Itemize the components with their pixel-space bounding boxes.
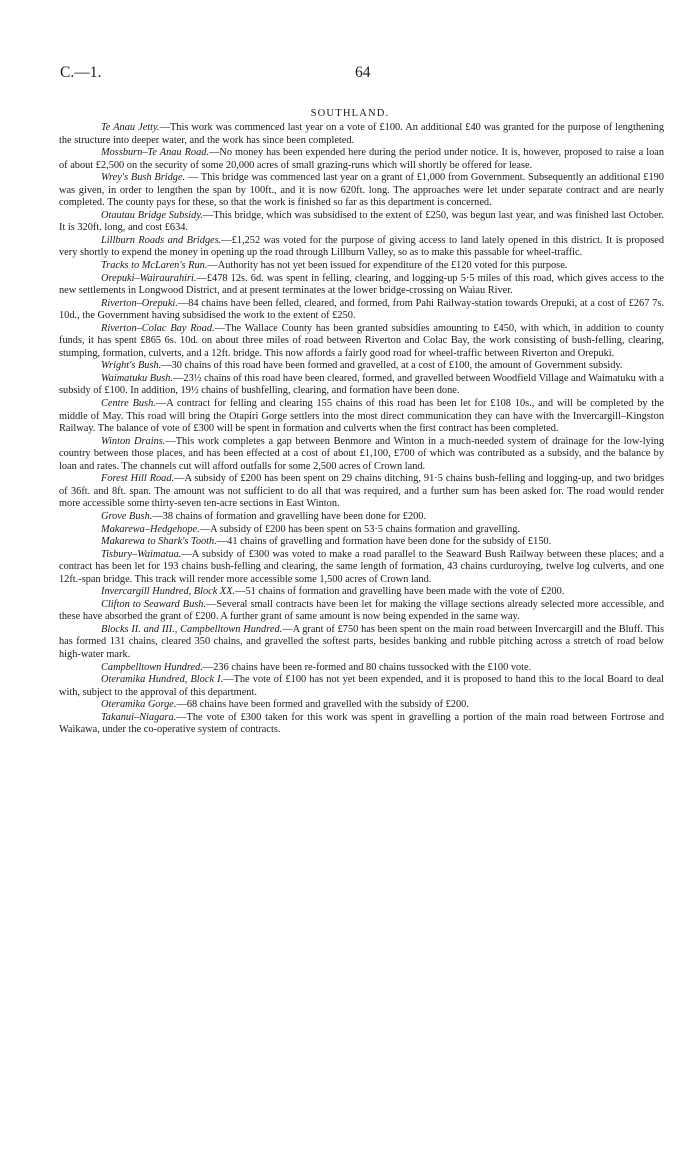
report-paragraph — [59, 210, 664, 235]
report-paragraph — [59, 436, 664, 474]
report-paragraph — [59, 511, 664, 524]
report-paragraph — [59, 549, 664, 587]
report-paragraph — [59, 473, 664, 511]
paragraph-text: —This work was commenced last year on a vote of £100. An additional £40 was granted for the purpose of lengthening the structure into deeper water, and the work has since been completed. — [59, 122, 665, 146]
report-paragraph — [59, 398, 664, 436]
paragraph-text: —38 chains of formation and gravelling have been done for £200. — [152, 510, 427, 522]
report-paragraph — [59, 260, 664, 273]
body-text — [59, 122, 664, 737]
paragraph-text: —41 chains of gravelling and formation have been done for the subsidy of £150. — [216, 536, 552, 548]
paragraph-title: Otautau Bridge Subsidy. — [101, 209, 203, 221]
paragraph-title: Forest Hill Road. — [101, 473, 175, 485]
report-paragraph — [59, 536, 664, 549]
paragraph-title: Tracks to McLaren's Run. — [101, 260, 208, 272]
paragraph-title: Oteramika Gorge. — [101, 699, 177, 711]
paragraph-title: Makarewa–Hedgehope. — [101, 523, 200, 535]
report-paragraph — [59, 662, 664, 675]
paragraph-text: —The Wallace County has been granted subsidies amounting to £450, with which, in addition to county funds, it has spent £865 6s. 10d. on about three miles of road between Riverton and Colac Bay, the work consisting of bush-felling, clearing, stumping, formation, culverts, and a 12ft. bridge. This now affords a fairly good road for wheel-traffic between Riverton and Orepuki. — [59, 322, 664, 359]
report-paragraph — [59, 273, 664, 298]
report-paragraph — [59, 323, 664, 361]
paragraph-title: Tisbury–Waimatua. — [101, 548, 182, 560]
paragraph-title: Riverton–Orepuki. — [101, 297, 178, 309]
report-paragraph — [59, 674, 664, 699]
paragraph-text: —£478 12s. 6d. was spent in felling, clearing, and logging-up 5·5 miles of this road, which gives access to the new settlements in Longwood District, and at present terminates at the lower bridge-crossing on Waiau River. — [59, 272, 664, 297]
paragraph-text: —The vote of £100 has not yet been expended, and it is proposed to hand this to the local Board to deal with, subject to the approval of this department. — [59, 674, 664, 698]
paragraph-text: —30 chains of this road have been formed and gravelled, at a cost of £100, the amount of Government subsidy. — [161, 360, 623, 372]
paragraph-title: Wrey's Bush Bridge. — [101, 172, 186, 184]
paragraph-title: Mossburn–Te Anau Road. — [101, 147, 210, 159]
paragraph-title: Winton Drains. — [101, 435, 166, 447]
paragraph-text: —23½ chains of this road have been cleared, formed, and gravelled between Woodfield Village and Waimatuku with a subsidy of £100. In addition, 19½ chains of bushfelling, clearing, and formation have been done. — [59, 372, 664, 397]
paragraph-text: —A subsidy of £300 was voted to make a road parallel to the Seaward Bush Railway between these places; and a contract has been let for 193 chains bush-felling and clearing, the same length of formation, 43 chains curduroying, twelve log culverts, and one 12ft.-span bridge. This track will render more accessible some 1,500 acres of Crown land. — [59, 548, 664, 585]
paragraph-text: — This bridge was commenced last year on a grant of £1,000 from Government. Subsequently an additional £190 was given, in order to lengthen the span by 100ft., and it is now 620ft. long. The approaches were let under separate contract and are nearly completed. The county pays for these, so that the work is finished so far as this department is concerned. — [59, 172, 664, 209]
paragraph-text: —A grant of £750 has been spent on the main road between Invercargill and the Bluff. This has formed 131 chains, cleared 350 chains, and gravelled the softest parts, besides banking and rubble pitching across a stretch of road below high-water mark. — [59, 623, 664, 660]
report-paragraph — [59, 147, 664, 172]
report-paragraph — [59, 373, 664, 398]
paragraph-text: —236 chains have been re-formed and 80 chains tussocked with the £100 vote. — [202, 661, 532, 673]
paragraph-title: Lillburn Roads and Bridges. — [101, 234, 222, 246]
report-paragraph — [59, 172, 664, 210]
paragraph-title: Riverton–Colac Bay Road. — [101, 322, 215, 334]
paragraph-text: —This bridge, which was subsidised to the extent of £250, was begun last year, and was finished last October. It is 320ft. long, and cost £634. — [59, 209, 664, 234]
report-paragraph — [59, 699, 664, 712]
report-paragraph — [59, 122, 664, 147]
paragraph-title: Clifton to Seaward Bush. — [101, 598, 207, 610]
paragraph-text: —This work completes a gap between Benmore and Winton in a much-needed system of drainage for the low-lying country between those places, and has been effected at a cost of about £1,100, £700 of which was contributed as a subsidy, and the balance by loan and rates. The channels cut will afford outfalls for some 2,500 acres of Crown land. — [59, 435, 664, 472]
paragraph-title: Waimatuku Bush. — [101, 372, 174, 384]
parliamentary-paper-reference: C.—1. — [60, 64, 102, 81]
paragraph-text: —The vote of £300 taken for this work was spent in gravelling a portion of the main road between Fortrose and Waikawa, under the co-operative system of contracts. — [59, 711, 664, 736]
paragraph-text: —51 chains of formation and gravelling have been made with the vote of £200. — [235, 586, 565, 598]
paragraph-title: Te Anau Jetty. — [101, 122, 160, 133]
paragraph-title: Makarewa to Shark's Tooth. — [101, 536, 217, 548]
paragraph-text: —A subsidy of £200 has been spent on 29 chains ditching, 91·5 chains bush-felling and logging-up, and two bridges of 36ft. and 8ft. span. The amount was not sufficient to do all that was required, and a further sum has been asked for. The road would render more accessible some thirty-seven ten-acre sections in East Winton. — [59, 473, 665, 510]
page-header — [60, 64, 660, 86]
report-paragraph — [59, 712, 664, 737]
paragraph-text: —68 chains have been formed and gravelled with the subsidy of £200. — [176, 699, 469, 711]
paragraph-text: —Several small contracts have been let for making the village sections already selected more accessible, and these have absorbed the grant of £200. A further grant of same amount is now being expended in the same way. — [59, 598, 664, 623]
paragraph-title: Grove Bush. — [101, 510, 153, 522]
paragraph-text: —84 chains have been felled, cleared, and formed, from Pahi Railway-station towards Orepuki, at a cost of £267 7s. 10d., the Government having subsidised the work to the extent of £250. — [59, 297, 664, 322]
report-paragraph — [59, 624, 664, 662]
paragraph-text: —A contract for felling and clearing 155 chains of this road has been let for £108 10s., and will be completed by the middle of May. This road will bring the Otapiri Gorge settlers into the most direct communication they can have with the Invercargill–Kingston Railway. The balance of vote of £300 will be spent in formation and culverts when the first contract has been completed. — [59, 398, 664, 435]
section-title: SOUTHLAND. — [310, 108, 390, 119]
report-paragraph — [59, 235, 664, 260]
paragraph-title: Takanui–Niagara. — [101, 711, 177, 723]
report-paragraph — [59, 599, 664, 624]
paragraph-text: —A subsidy of £200 has been spent on 53·5 chains formation and gravelling. — [199, 523, 521, 535]
paragraph-title: Wright's Bush. — [101, 360, 162, 372]
report-paragraph — [59, 298, 664, 323]
report-paragraph — [59, 360, 664, 373]
paragraph-title: Centre Bush. — [101, 398, 156, 410]
report-paragraph — [59, 586, 664, 599]
paragraph-title: Campbelltown Hundred. — [101, 661, 203, 673]
paragraph-title: Oteramika Hundred, Block I. — [101, 674, 224, 686]
paragraph-text: —Authority has not yet been issued for expenditure of the £120 voted for this purpose. — [207, 260, 568, 272]
paragraph-title: Blocks II. and III., Campbelltown Hundred. — [101, 623, 283, 635]
paragraph-title: Orepuki–Wairaurahiri. — [101, 272, 197, 284]
page-number: 64 — [355, 64, 371, 81]
paragraph-title: Invercargill Hundred, Block XX. — [101, 586, 236, 598]
paragraph-text: —No money has been expended here during the period under notice. It is, however, proposed to raise a loan of about £2,500 on the security of some 20,000 acres of small grazing-runs which will shortly be offered for lease. — [59, 147, 664, 171]
report-paragraph — [59, 524, 664, 537]
paragraph-text: —£1,252 was voted for the purpose of giving access to land lately opened in this district. It is proposed very shortly to expend the money in opening up the road through Lillburn Valley, so as to make this passable for wheel-traffic. — [59, 234, 664, 259]
